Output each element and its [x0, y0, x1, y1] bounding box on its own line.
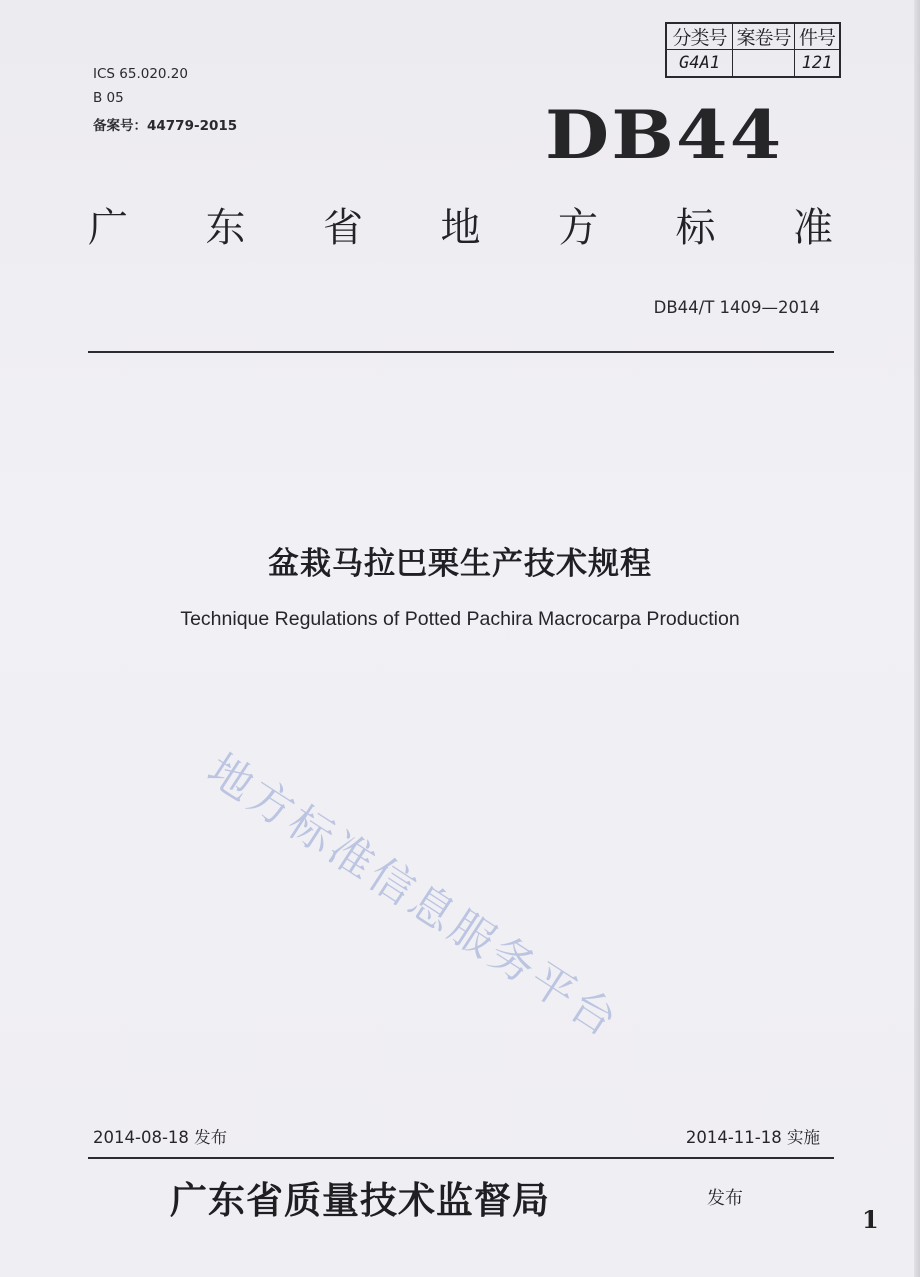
stamp-value-item: 121	[801, 53, 833, 73]
title-chinese: 盆栽马拉巴栗生产技术规程	[268, 546, 652, 582]
heading-char: 标	[675, 205, 716, 251]
watermark: 地方标准信息服务平台	[198, 744, 629, 1049]
issue-date: 2014-08-18 发布	[93, 1128, 228, 1147]
bottom-divider	[88, 1157, 834, 1159]
heading-char: 地	[440, 205, 481, 251]
stamp-header-file: 案卷号	[733, 24, 795, 50]
heading-char: 准	[793, 205, 833, 251]
heading-char: 东	[205, 205, 246, 251]
title-english: Technique Regulations of Potted Pachira Macrocarpa Production	[180, 608, 740, 630]
implementation-date: 2014-11-18 实施	[685, 1128, 820, 1147]
heading-char: 方	[558, 205, 598, 251]
stamp-header-item: 件号	[795, 24, 839, 50]
db44-code: DB44	[545, 96, 784, 174]
ics-code: ICS 65.020.20	[93, 66, 188, 82]
page-number: 1	[862, 1205, 879, 1234]
provincial-standard-heading	[88, 205, 833, 251]
heading-char: 省	[323, 205, 363, 251]
scan-edge	[914, 0, 920, 1277]
publish-label: 发布	[707, 1188, 743, 1209]
stamp-header-category: 分类号	[667, 24, 733, 50]
heading-char: 广	[88, 205, 128, 251]
archive-stamp-table	[665, 22, 841, 78]
standard-number: DB44/T 1409—2014	[653, 298, 820, 317]
stamp-value-category: G4A1	[667, 50, 733, 76]
top-divider	[88, 351, 834, 353]
issuing-authority: 广东省质量技术监督局	[170, 1178, 550, 1222]
record-number: 备案号：44779-2015	[93, 118, 238, 134]
stamp-value-file	[733, 50, 795, 76]
ccs-code: B 05	[93, 90, 124, 106]
